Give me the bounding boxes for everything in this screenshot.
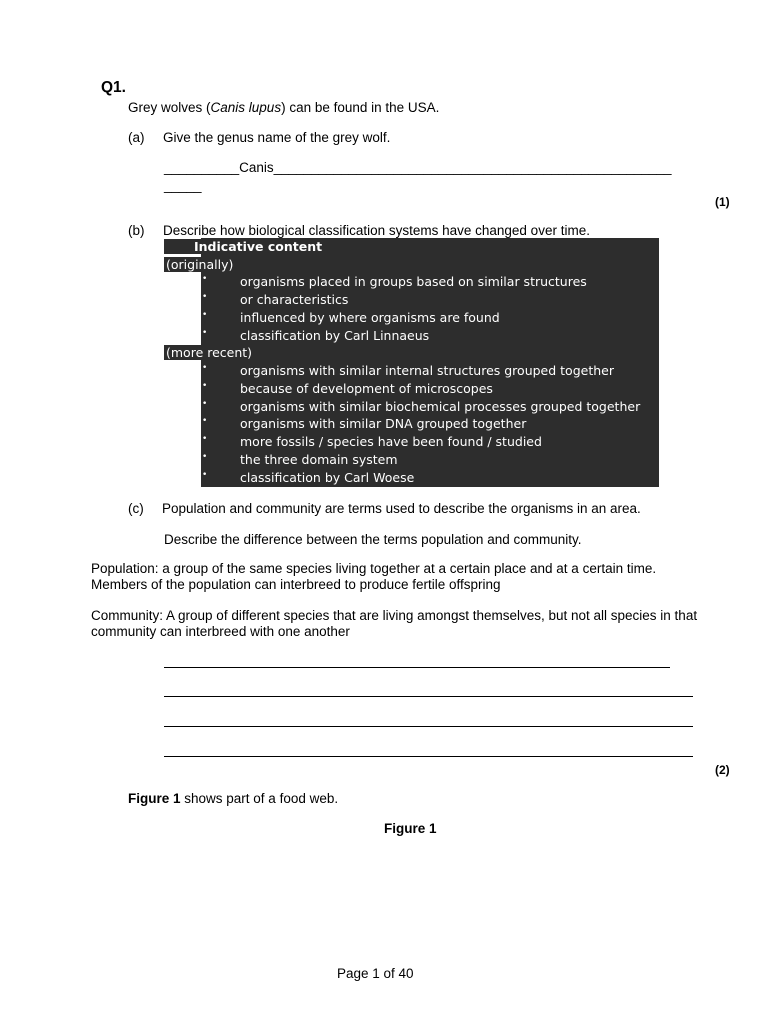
part-a-answer-line-1: __________Canis_____________________________________________________ xyxy=(164,160,672,175)
part-b-label: (b) xyxy=(128,223,145,238)
page-number: Page 1 of 40 xyxy=(337,966,414,981)
question-number: Q1. xyxy=(101,79,126,96)
answer-community-line-2: community can interbreed with one another xyxy=(91,624,350,639)
part-a-marks: (1) xyxy=(715,195,730,209)
part-a-answer-line-2: _____ xyxy=(164,178,202,193)
question-intro xyxy=(128,100,439,115)
part-a-question: Give the genus name of the grey wolf. xyxy=(163,130,391,145)
answer-line xyxy=(164,726,693,727)
answer-line xyxy=(164,696,693,697)
answer-line xyxy=(164,756,693,757)
part-c-instruction: Describe the difference between the terms population and community. xyxy=(164,532,582,547)
species-name: Canis lupus xyxy=(210,100,282,115)
part-b-question: Describe how biological classification systems have changed over time. xyxy=(163,223,590,238)
originally-label: (originally) xyxy=(166,257,234,272)
part-a-label: (a) xyxy=(128,130,145,145)
figure-caption: Figure 1 xyxy=(384,821,437,836)
answer-population-line-1: Population: a group of the same species living together at a certain place and at a certain time. xyxy=(91,561,657,576)
more-recent-label: (more recent) xyxy=(166,345,253,360)
figure-reference xyxy=(128,791,338,806)
answer-line xyxy=(164,667,670,668)
intro-text-after: ) can be found in the USA. xyxy=(281,100,440,115)
intro-text-before: Grey wolves ( xyxy=(128,100,211,115)
figure-ref-text: shows part of a food web. xyxy=(180,791,339,806)
part-c-question: Population and community are terms used to describe the organisms in an area. xyxy=(162,501,641,516)
answer-community-line-1: Community: A group of different species that are living amongst themselves, but not all species in that xyxy=(91,608,698,623)
figure-ref-bold: Figure 1 xyxy=(128,791,181,806)
part-c-marks: (2) xyxy=(715,763,730,777)
indicative-content-title: Indicative content xyxy=(164,239,324,254)
part-c-label: (c) xyxy=(128,501,144,516)
answer-population-line-2: Members of the population can interbreed to produce fertile offspring xyxy=(91,577,501,592)
